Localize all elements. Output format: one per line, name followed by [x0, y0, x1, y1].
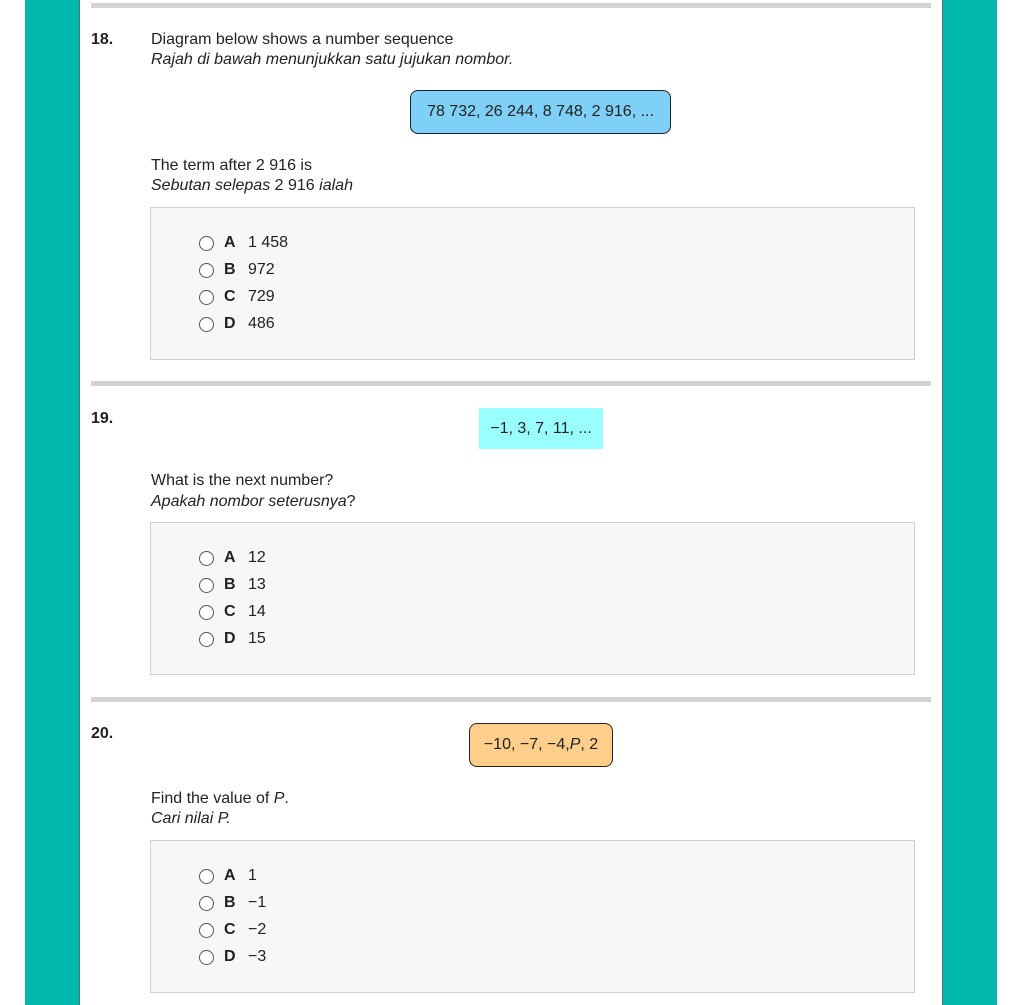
option-letter: B [224, 576, 236, 593]
prompt-ms-part: ialah [319, 177, 353, 194]
option-letter: D [224, 630, 236, 647]
prompt-en-part: Find the value of [151, 790, 274, 807]
left-side-band [25, 0, 79, 1005]
option-c[interactable] [199, 287, 275, 307]
radio-button[interactable] [199, 896, 214, 911]
option-a[interactable] [199, 866, 257, 886]
option-d[interactable] [199, 629, 266, 649]
radio-button[interactable] [199, 290, 214, 305]
option-letter: A [224, 234, 236, 251]
prompt-ms-part: Sebutan selepas [151, 177, 271, 194]
radio-button[interactable] [199, 869, 214, 884]
question-divider [91, 3, 931, 8]
option-d[interactable] [199, 314, 275, 334]
option-a[interactable] [199, 233, 288, 253]
sequence-part: , 2 [580, 736, 599, 753]
radio-button[interactable] [199, 317, 214, 332]
radio-button[interactable] [199, 923, 214, 938]
question-divider [91, 697, 931, 702]
radio-button[interactable] [199, 632, 214, 647]
option-letter: D [224, 315, 236, 332]
question-number: 19. [91, 410, 114, 427]
option-text: 15 [248, 630, 266, 647]
radio-button[interactable] [199, 950, 214, 965]
question-prompt-en [151, 790, 289, 808]
option-text: 486 [248, 315, 275, 332]
option-c[interactable] [199, 920, 266, 940]
radio-button[interactable] [199, 605, 214, 620]
option-b[interactable] [199, 575, 266, 595]
radio-button[interactable] [199, 263, 214, 278]
option-text: 1 [248, 867, 257, 884]
option-text: 1 458 [248, 234, 289, 251]
prompt-ms-mark: ? [346, 493, 356, 510]
question-prompt-en: What is the next number? [151, 472, 334, 489]
option-b[interactable] [199, 893, 266, 913]
option-letter: C [224, 921, 236, 938]
sequence-box: −1, 3, 7, 11, ... [479, 408, 603, 449]
right-side-band [943, 0, 997, 1005]
option-letter: B [224, 261, 236, 278]
question-number: 18. [91, 31, 114, 48]
prompt-en-variable: P [273, 790, 285, 807]
radio-button[interactable] [199, 551, 214, 566]
option-text: −1 [248, 894, 267, 911]
option-letter: C [224, 288, 236, 305]
option-text: 12 [248, 549, 266, 566]
option-b[interactable] [199, 260, 275, 280]
question-intro-en: Diagram below shows a number sequence [151, 31, 454, 48]
options-panel [150, 522, 915, 675]
option-c[interactable] [199, 602, 266, 622]
question-prompt-ms: Cari nilai P. [151, 810, 231, 827]
option-text: −2 [248, 921, 267, 938]
options-panel [150, 840, 915, 993]
sequence-box: 78 732, 26 244, 8 748, 2 916, ... [410, 90, 671, 134]
question-divider [91, 381, 931, 386]
sequence-part: −10, −7, −4, [483, 736, 570, 753]
option-letter: A [224, 867, 236, 884]
option-text: 13 [248, 576, 266, 593]
option-text: −3 [248, 948, 267, 965]
option-text: 14 [248, 603, 266, 620]
question-intro-ms: Rajah di bawah menunjukkan satu jujukan nombor. [151, 51, 514, 68]
option-letter: B [224, 894, 236, 911]
sequence-box [469, 723, 613, 767]
question-prompt-ms [151, 177, 353, 195]
question-prompt-ms [151, 493, 356, 511]
prompt-ms-number: 2 916 [274, 177, 315, 194]
prompt-ms-part: Apakah nombor seterusnya [151, 493, 347, 510]
radio-button[interactable] [199, 236, 214, 251]
right-band-border [942, 0, 943, 1005]
option-letter: C [224, 603, 236, 620]
option-d[interactable] [199, 947, 266, 967]
option-text: 729 [248, 288, 275, 305]
option-a[interactable] [199, 548, 266, 568]
option-text: 972 [248, 261, 275, 278]
option-letter: D [224, 948, 236, 965]
sequence-variable: P [569, 736, 581, 753]
option-letter: A [224, 549, 236, 566]
question-prompt-en: The term after 2 916 is [151, 157, 312, 174]
options-panel [150, 207, 915, 360]
question-number: 20. [91, 725, 114, 742]
radio-button[interactable] [199, 578, 214, 593]
prompt-en-part: . [284, 790, 289, 807]
